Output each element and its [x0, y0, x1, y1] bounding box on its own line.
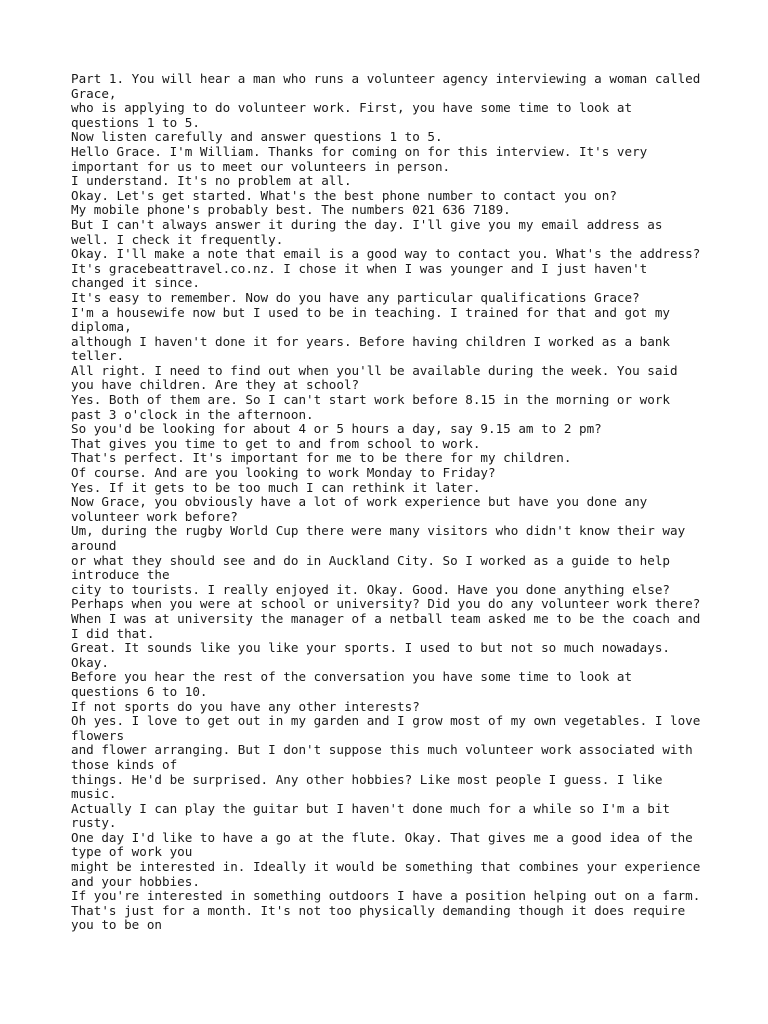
transcript-line: All right. I need to find out when you'll be available during the week. You said [71, 362, 678, 378]
transcript-line: questions 6 to 10. [71, 683, 208, 699]
transcript-line: important for us to meet our volunteers in person. [71, 158, 451, 174]
transcript-line: Yes. Both of them are. So I can't start work before 8.15 in the morning or work [71, 392, 670, 408]
transcript-line: although I haven't done it for years. Before having children I worked as a bank [71, 333, 670, 349]
transcript-line: I understand. It's no problem at all. [71, 173, 352, 189]
transcript-line: those kinds of [71, 756, 178, 772]
transcript-line: Now listen carefully and answer questions 1 to 5. [71, 129, 443, 145]
transcript-line: Now Grace, you obviously have a lot of work experience but have you done any [71, 494, 648, 510]
transcript-line: Okay. Let's get started. What's the best phone number to contact you on? [71, 187, 617, 203]
transcript-line: introduce the [71, 567, 170, 583]
transcript-line: rusty. [71, 815, 117, 831]
transcript-line: Okay. [71, 654, 109, 670]
transcript-line: and flower arranging. But I don't suppose this much volunteer work associated with [71, 742, 693, 758]
transcript-line: Perhaps when you were at school or university? Did you do any volunteer work there? [71, 596, 701, 612]
transcript-line: around [71, 538, 117, 553]
transcript-line: might be interested in. Ideally it would be something that combines your experience [71, 859, 701, 875]
transcript-line: So you'd be looking for about 4 or 5 hours a day, say 9.15 am to 2 pm? [71, 421, 602, 437]
transcript-line: I did that. [71, 625, 155, 641]
transcript-line: changed it since. [71, 275, 200, 291]
transcript-line: Okay. I'll make a note that email is a good way to contact you. What's the address? [71, 246, 701, 262]
transcript-line: past 3 o'clock in the afternoon. [71, 406, 314, 422]
transcript-line: Before you hear the rest of the conversation you have some time to look at [71, 669, 633, 685]
transcript-line: Um, during the rugby World Cup there were many visitors who didn't know their way [71, 523, 686, 539]
transcript-line: One day I'd like to have a go at the flute. Okay. That gives me a good idea of the [71, 829, 693, 845]
transcript-line: But I can't always answer it during the day. I'll give you my email address as [71, 216, 663, 232]
transcript-line: questions 1 to 5. [71, 114, 200, 130]
transcript-line: If you're interested in something outdoors I have a position helping out on a farm. [71, 888, 701, 904]
transcript-line: Yes. If it gets to be too much I can rethink it later. [71, 479, 481, 495]
transcript-line: My mobile phone's probably best. The numbers 021 636 7189. [71, 202, 511, 218]
transcript-line: It's gracebeattravel.co.nz. I chose it when I was younger and I just haven't [71, 260, 648, 276]
transcript-line: I'm a housewife now but I used to be in teaching. I trained for that and got my [71, 304, 670, 320]
transcript-line: well. I check it frequently. [71, 231, 284, 247]
transcript-line: Of course. And are you looking to work Monday to Friday? [71, 465, 496, 481]
transcript-line: and your hobbies. [71, 873, 200, 889]
transcript-line: type of work you [71, 844, 193, 860]
transcript-line: teller. [71, 348, 125, 364]
transcript-line: you have children. Are they at school? [71, 377, 360, 393]
transcript-line: Part 1. You will hear a man who runs a volunteer agency interviewing a woman called [71, 71, 701, 86]
transcript-line: If not sports do you have any other interests? [71, 698, 420, 714]
transcript-line: That's perfect. It's important for me to be there for my children. [71, 450, 572, 466]
transcript-line: flowers [71, 727, 125, 743]
transcript-line: When I was at university the manager of a netball team asked me to be the coach and [71, 610, 701, 626]
transcript-line: That's just for a month. It's not too physically demanding though it does require [71, 902, 686, 918]
transcript-line: city to tourists. I really enjoyed it. Okay. Good. Have you done anything else? [71, 581, 670, 597]
transcript-page [71, 72, 711, 933]
transcript-line: or what they should see and do in Auckland City. So I worked as a guide to help [71, 552, 670, 568]
transcript-line: Great. It sounds like you like your sports. I used to but not so much nowadays. [71, 640, 670, 656]
transcript-line: who is applying to do volunteer work. First, you have some time to look at [71, 100, 633, 116]
transcript-line: you to be on [71, 917, 162, 933]
transcript-line: music. [71, 786, 117, 802]
transcript-line: things. He'd be surprised. Any other hobbies? Like most people I guess. I like [71, 771, 663, 787]
transcript-line: It's easy to remember. Now do you have any particular qualifications Grace? [71, 289, 640, 305]
transcript-line: diploma, [71, 319, 132, 335]
transcript-line: That gives you time to get to and from school to work. [71, 435, 481, 451]
transcript-line: volunteer work before? [71, 508, 238, 524]
transcript-line: Oh yes. I love to get out in my garden and I grow most of my own vegetables. I love [71, 713, 701, 729]
transcript-line: Grace, [71, 85, 117, 101]
transcript-line: Hello Grace. I'm William. Thanks for coming on for this interview. It's very [71, 143, 648, 159]
transcript-line: Actually I can play the guitar but I haven't done much for a while so I'm a bit [71, 800, 670, 816]
